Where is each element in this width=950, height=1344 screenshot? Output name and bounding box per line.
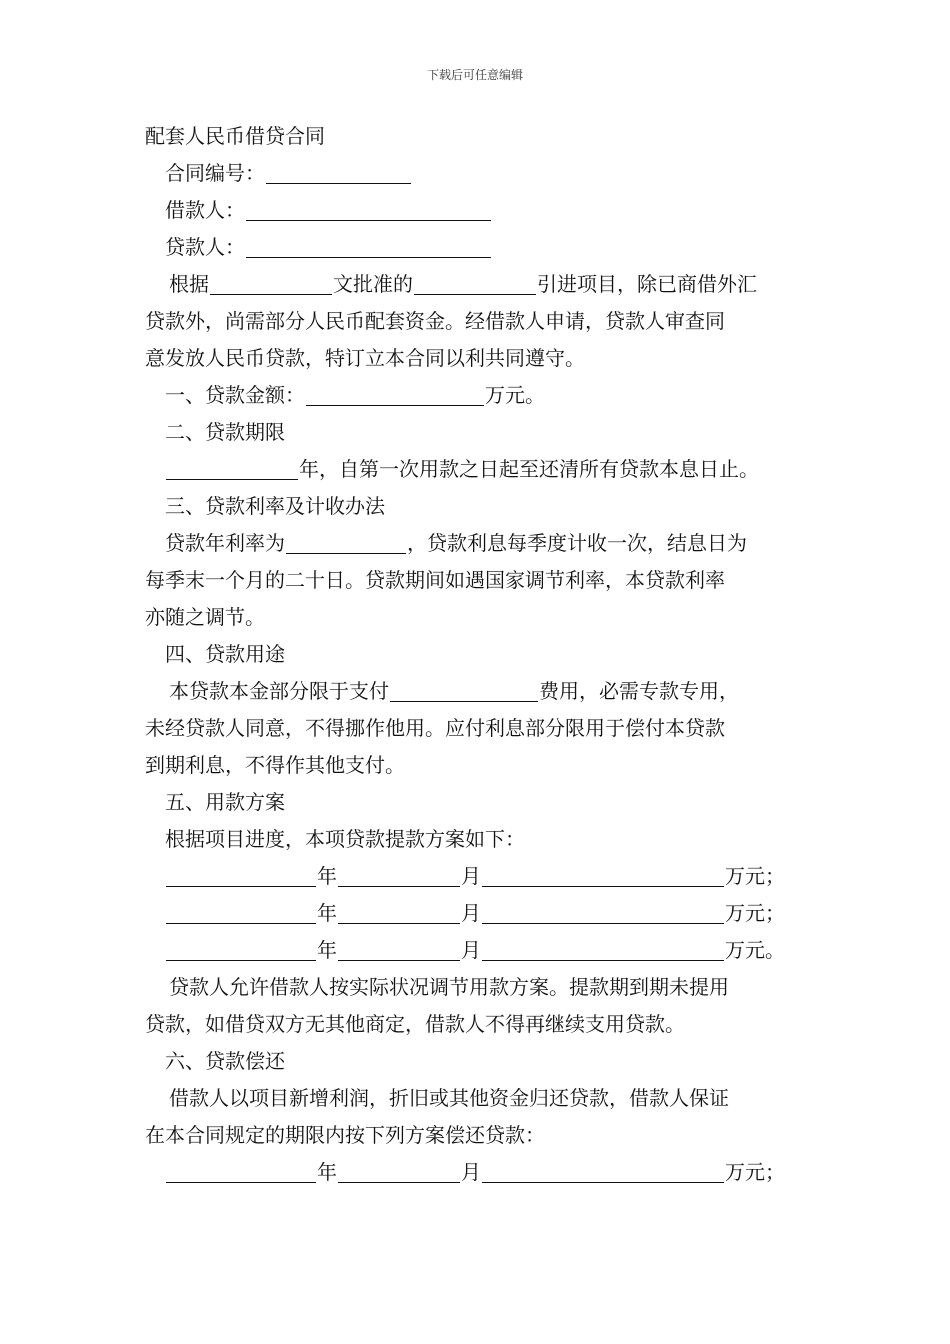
drawdown-row (145, 858, 810, 895)
drawdown-amount-blank[interactable] (482, 864, 724, 887)
approval-doc-blank[interactable] (210, 272, 332, 295)
interest-rate-label: 贷款年利率为 (165, 531, 285, 555)
repayment-line-1: 借款人以项目新增利润，折旧或其他资金归还贷款，借款人保证 (169, 1086, 729, 1110)
contract-number-row (145, 155, 810, 192)
repayment-row (145, 1154, 810, 1191)
drawdown-row (145, 932, 810, 969)
month-label: 月 (461, 901, 481, 925)
borrower-label: 借款人： (165, 198, 245, 222)
section-4-heading: 四、贷款用途 (165, 642, 285, 666)
amount-unit: 万元。 (725, 938, 785, 962)
lender-label: 贷款人： (165, 235, 245, 259)
drawdown-year-blank[interactable] (166, 864, 316, 887)
amount-unit: 万元； (725, 1160, 785, 1184)
page-header: 下载后可任意编辑 (426, 68, 523, 82)
interest-line-1 (145, 525, 810, 562)
month-label: 月 (461, 938, 481, 962)
preamble-text: 根据 (169, 272, 209, 296)
preamble-line-1 (145, 266, 810, 303)
section-5-heading: 五、用款方案 (165, 790, 285, 814)
preamble-line-3: 意发放人民币贷款，特订立本合同以利共同遵守。 (145, 346, 585, 370)
section-6-heading: 六、贷款偿还 (165, 1049, 285, 1073)
adjustment-line-2: 贷款，如借贷双方无其他商定，借款人不得再继续支用贷款。 (145, 1012, 685, 1036)
loan-amount-unit: 万元。 (485, 383, 545, 407)
interest-line-3: 亦随之调节。 (145, 605, 265, 629)
preamble-line-2: 贷款外，尚需部分人民币配套资金。经借款人申请，贷款人审查同 (145, 309, 725, 333)
purpose-text: 本贷款本金部分限于支付 (169, 679, 389, 703)
amount-unit: 万元； (725, 864, 785, 888)
section-3-heading: 三、贷款利率及计收办法 (165, 494, 385, 518)
interest-rate-blank[interactable] (286, 531, 406, 554)
borrower-blank[interactable] (246, 198, 491, 221)
loan-amount-blank[interactable] (306, 383, 484, 406)
year-label: 年 (317, 901, 337, 925)
approving-authority-blank[interactable] (414, 272, 536, 295)
loan-term-blank[interactable] (166, 457, 298, 480)
repayment-month-blank[interactable] (338, 1160, 460, 1183)
drawdown-year-blank[interactable] (166, 901, 316, 924)
repayment-amount-blank[interactable] (482, 1160, 724, 1183)
loan-amount-label: 一、贷款金额： (165, 383, 305, 407)
month-label: 月 (461, 1160, 481, 1184)
contract-body (145, 118, 810, 1191)
purpose-text: 费用，必需专款专用， (539, 679, 739, 703)
adjustment-line-1: 贷款人允许借款人按实际状况调节用款方案。提款期到期未提用 (169, 975, 729, 999)
drawdown-amount-blank[interactable] (482, 901, 724, 924)
purpose-line-3: 到期利息，不得作其他支付。 (145, 753, 405, 777)
year-label: 年 (317, 864, 337, 888)
drawdown-intro: 根据项目进度，本项贷款提款方案如下： (165, 827, 525, 851)
purpose-line-2: 未经贷款人同意，不得挪作他用。应付利息部分限用于偿付本贷款 (145, 716, 725, 740)
repayment-line-2: 在本合同规定的期限内按下列方案偿还贷款： (145, 1123, 545, 1147)
drawdown-year-blank[interactable] (166, 938, 316, 961)
drawdown-month-blank[interactable] (338, 938, 460, 961)
loan-term-row (145, 451, 810, 488)
lender-blank[interactable] (246, 235, 491, 258)
loan-term-text: 年，自第一次用款之日起至还清所有贷款本息日止。 (299, 457, 759, 481)
interest-line-2: 每季末一个月的二十日。贷款期间如遇国家调节利率，本贷款利率 (145, 568, 725, 592)
loan-amount-row (145, 377, 810, 414)
drawdown-month-blank[interactable] (338, 901, 460, 924)
lender-row (145, 229, 810, 266)
interest-text: ，贷款利息每季度计收一次，结息日为 (407, 531, 747, 555)
drawdown-row (145, 895, 810, 932)
drawdown-amount-blank[interactable] (482, 938, 724, 961)
month-label: 月 (461, 864, 481, 888)
purpose-blank[interactable] (390, 679, 538, 702)
preamble-text: 文批准的 (333, 272, 413, 296)
drawdown-month-blank[interactable] (338, 864, 460, 887)
borrower-row (145, 192, 810, 229)
preamble-text: 引进项目，除已商借外汇 (537, 272, 757, 296)
contract-number-blank[interactable] (266, 161, 411, 184)
repayment-year-blank[interactable] (166, 1160, 316, 1183)
section-2-heading: 二、贷款期限 (165, 420, 285, 444)
year-label: 年 (317, 938, 337, 962)
contract-number-label: 合同编号： (165, 161, 265, 185)
purpose-line-1 (145, 673, 810, 710)
document-title: 配套人民币借贷合同 (145, 124, 325, 148)
year-label: 年 (317, 1160, 337, 1184)
amount-unit: 万元； (725, 901, 785, 925)
